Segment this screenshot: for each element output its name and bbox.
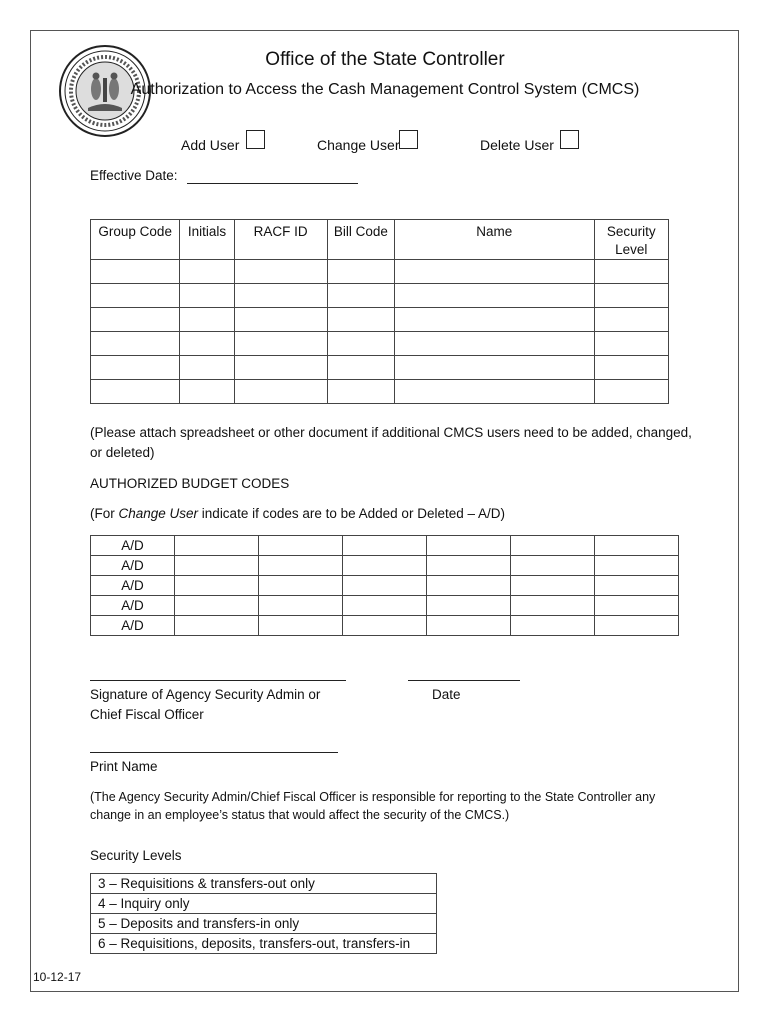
table-row (91, 332, 669, 356)
cell-bill-code[interactable] (327, 308, 394, 332)
budget-code-cell[interactable] (259, 536, 343, 556)
revision-date: 10-12-17 (33, 970, 82, 984)
delete-user-label: Delete User (480, 137, 554, 153)
budget-code-cell[interactable] (511, 536, 595, 556)
instruction-change-user: Change User (118, 506, 199, 521)
budget-code-cell[interactable] (175, 616, 259, 636)
instruction-suffix: indicate if codes are to be Added or Deleted – A/D) (198, 506, 505, 521)
date-label: Date (432, 687, 461, 702)
cell-group-code[interactable] (91, 284, 180, 308)
budget-code-cell[interactable] (511, 616, 595, 636)
signature-line[interactable] (90, 680, 346, 681)
add-user-label: Add User (181, 137, 240, 153)
user-table-header-row (91, 220, 669, 260)
budget-code-cell[interactable] (595, 556, 679, 576)
table-row (91, 380, 669, 404)
table-row (91, 576, 679, 596)
cell-name[interactable] (394, 380, 594, 404)
cell-security-level[interactable] (594, 380, 668, 404)
table-row (91, 556, 679, 576)
add-user-checkbox[interactable] (246, 130, 265, 149)
cell-group-code[interactable] (91, 332, 180, 356)
budget-code-cell[interactable] (343, 596, 427, 616)
ad-label: A/D (91, 576, 175, 596)
table-row (91, 260, 669, 284)
attach-note-line1: (Please attach spreadsheet or other document if additional CMCS users need to be added, changed, (90, 425, 692, 440)
cell-initials[interactable] (180, 260, 234, 284)
budget-code-cell[interactable] (175, 556, 259, 576)
print-name-label: Print Name (90, 759, 158, 774)
budget-codes-instruction (90, 506, 505, 521)
budget-code-cell[interactable] (175, 596, 259, 616)
budget-code-cell[interactable] (343, 576, 427, 596)
budget-code-cell[interactable] (595, 576, 679, 596)
security-level-item: 5 – Deposits and transfers-in only (91, 914, 437, 934)
signature-label-line2: Chief Fiscal Officer (90, 707, 204, 722)
security-level-item: 6 – Requisitions, deposits, transfers-out, transfers-in (91, 934, 437, 954)
col-header-group-code: Group Code (91, 220, 180, 260)
cell-racf-id[interactable] (234, 260, 327, 284)
user-table (90, 219, 669, 404)
budget-codes-table (90, 535, 679, 636)
table-row (91, 616, 679, 636)
col-header-security-level: Security Level (594, 220, 668, 260)
ad-label: A/D (91, 556, 175, 576)
cell-racf-id[interactable] (234, 284, 327, 308)
security-levels-heading: Security Levels (90, 848, 182, 863)
cell-security-level[interactable] (594, 260, 668, 284)
cell-bill-code[interactable] (327, 260, 394, 284)
budget-code-cell[interactable] (427, 556, 511, 576)
col-header-initials: Initials (180, 220, 234, 260)
cell-name[interactable] (394, 260, 594, 284)
budget-code-cell[interactable] (427, 616, 511, 636)
cell-initials[interactable] (180, 308, 234, 332)
cell-security-level[interactable] (594, 356, 668, 380)
ad-label: A/D (91, 596, 175, 616)
cell-initials[interactable] (180, 380, 234, 404)
responsibility-note-line1: (The Agency Security Admin/Chief Fiscal Officer is responsible for reporting to the State Controller any (90, 790, 656, 804)
cell-initials[interactable] (180, 356, 234, 380)
cell-initials[interactable] (180, 284, 234, 308)
budget-code-cell[interactable] (259, 596, 343, 616)
responsibility-note-line2: change in an employee’s status that would affect the security of the CMCS.) (90, 808, 510, 822)
budget-code-cell[interactable] (259, 576, 343, 596)
budget-code-cell[interactable] (595, 536, 679, 556)
delete-user-checkbox[interactable] (560, 130, 579, 149)
cell-security-level[interactable] (594, 308, 668, 332)
col-header-name: Name (394, 220, 594, 260)
budget-code-cell[interactable] (595, 616, 679, 636)
cell-name[interactable] (394, 332, 594, 356)
cell-racf-id[interactable] (234, 380, 327, 404)
security-level-item: 4 – Inquiry only (91, 894, 437, 914)
budget-code-cell[interactable] (427, 536, 511, 556)
table-row (91, 934, 437, 954)
cell-racf-id[interactable] (234, 356, 327, 380)
cell-group-code[interactable] (91, 356, 180, 380)
budget-code-cell[interactable] (427, 596, 511, 616)
budget-code-cell[interactable] (343, 536, 427, 556)
budget-code-cell[interactable] (595, 596, 679, 616)
change-user-label: Change User (317, 137, 400, 153)
date-line[interactable] (408, 680, 520, 681)
cell-bill-code[interactable] (327, 380, 394, 404)
cell-bill-code[interactable] (327, 356, 394, 380)
table-row (91, 874, 437, 894)
attach-note-line2: or deleted) (90, 445, 155, 460)
budget-code-cell[interactable] (511, 596, 595, 616)
budget-code-cell[interactable] (175, 536, 259, 556)
cell-group-code[interactable] (91, 308, 180, 332)
table-row (91, 284, 669, 308)
cell-bill-code[interactable] (327, 332, 394, 356)
cell-group-code[interactable] (91, 260, 180, 284)
cell-name[interactable] (394, 308, 594, 332)
cell-racf-id[interactable] (234, 332, 327, 356)
table-row (91, 308, 669, 332)
cell-bill-code[interactable] (327, 284, 394, 308)
page-title: Office of the State Controller (265, 49, 505, 70)
ad-label: A/D (91, 616, 175, 636)
table-row (91, 536, 679, 556)
table-row (91, 356, 669, 380)
cell-name[interactable] (394, 284, 594, 308)
budget-code-cell[interactable] (343, 556, 427, 576)
security-level-item: 3 – Requisitions & transfers-out only (91, 874, 437, 894)
cell-racf-id[interactable] (234, 308, 327, 332)
page-subtitle: Authorization to Access the Cash Management Control System (CMCS) (130, 81, 640, 98)
cell-security-level[interactable] (594, 284, 668, 308)
budget-codes-heading: AUTHORIZED BUDGET CODES (90, 476, 290, 491)
cell-security-level[interactable] (594, 332, 668, 356)
table-row (91, 914, 437, 934)
col-header-bill-code: Bill Code (327, 220, 394, 260)
effective-date-field[interactable] (187, 183, 358, 184)
cell-name[interactable] (394, 356, 594, 380)
change-user-checkbox[interactable] (399, 130, 418, 149)
budget-code-cell[interactable] (511, 576, 595, 596)
signature-label-line1: Signature of Agency Security Admin or (90, 687, 321, 702)
security-levels-table (90, 873, 437, 954)
budget-code-cell[interactable] (427, 576, 511, 596)
effective-date-label: Effective Date: (90, 168, 178, 183)
table-row (91, 894, 437, 914)
cell-group-code[interactable] (91, 380, 180, 404)
budget-code-cell[interactable] (343, 616, 427, 636)
ad-label: A/D (91, 536, 175, 556)
cell-initials[interactable] (180, 332, 234, 356)
col-header-racf-id: RACF ID (234, 220, 327, 260)
budget-code-cell[interactable] (259, 616, 343, 636)
instruction-prefix: (For (90, 506, 119, 521)
table-row (91, 596, 679, 616)
budget-code-cell[interactable] (259, 556, 343, 576)
budget-code-cell[interactable] (175, 576, 259, 596)
print-name-line[interactable] (90, 752, 338, 753)
budget-code-cell[interactable] (511, 556, 595, 576)
